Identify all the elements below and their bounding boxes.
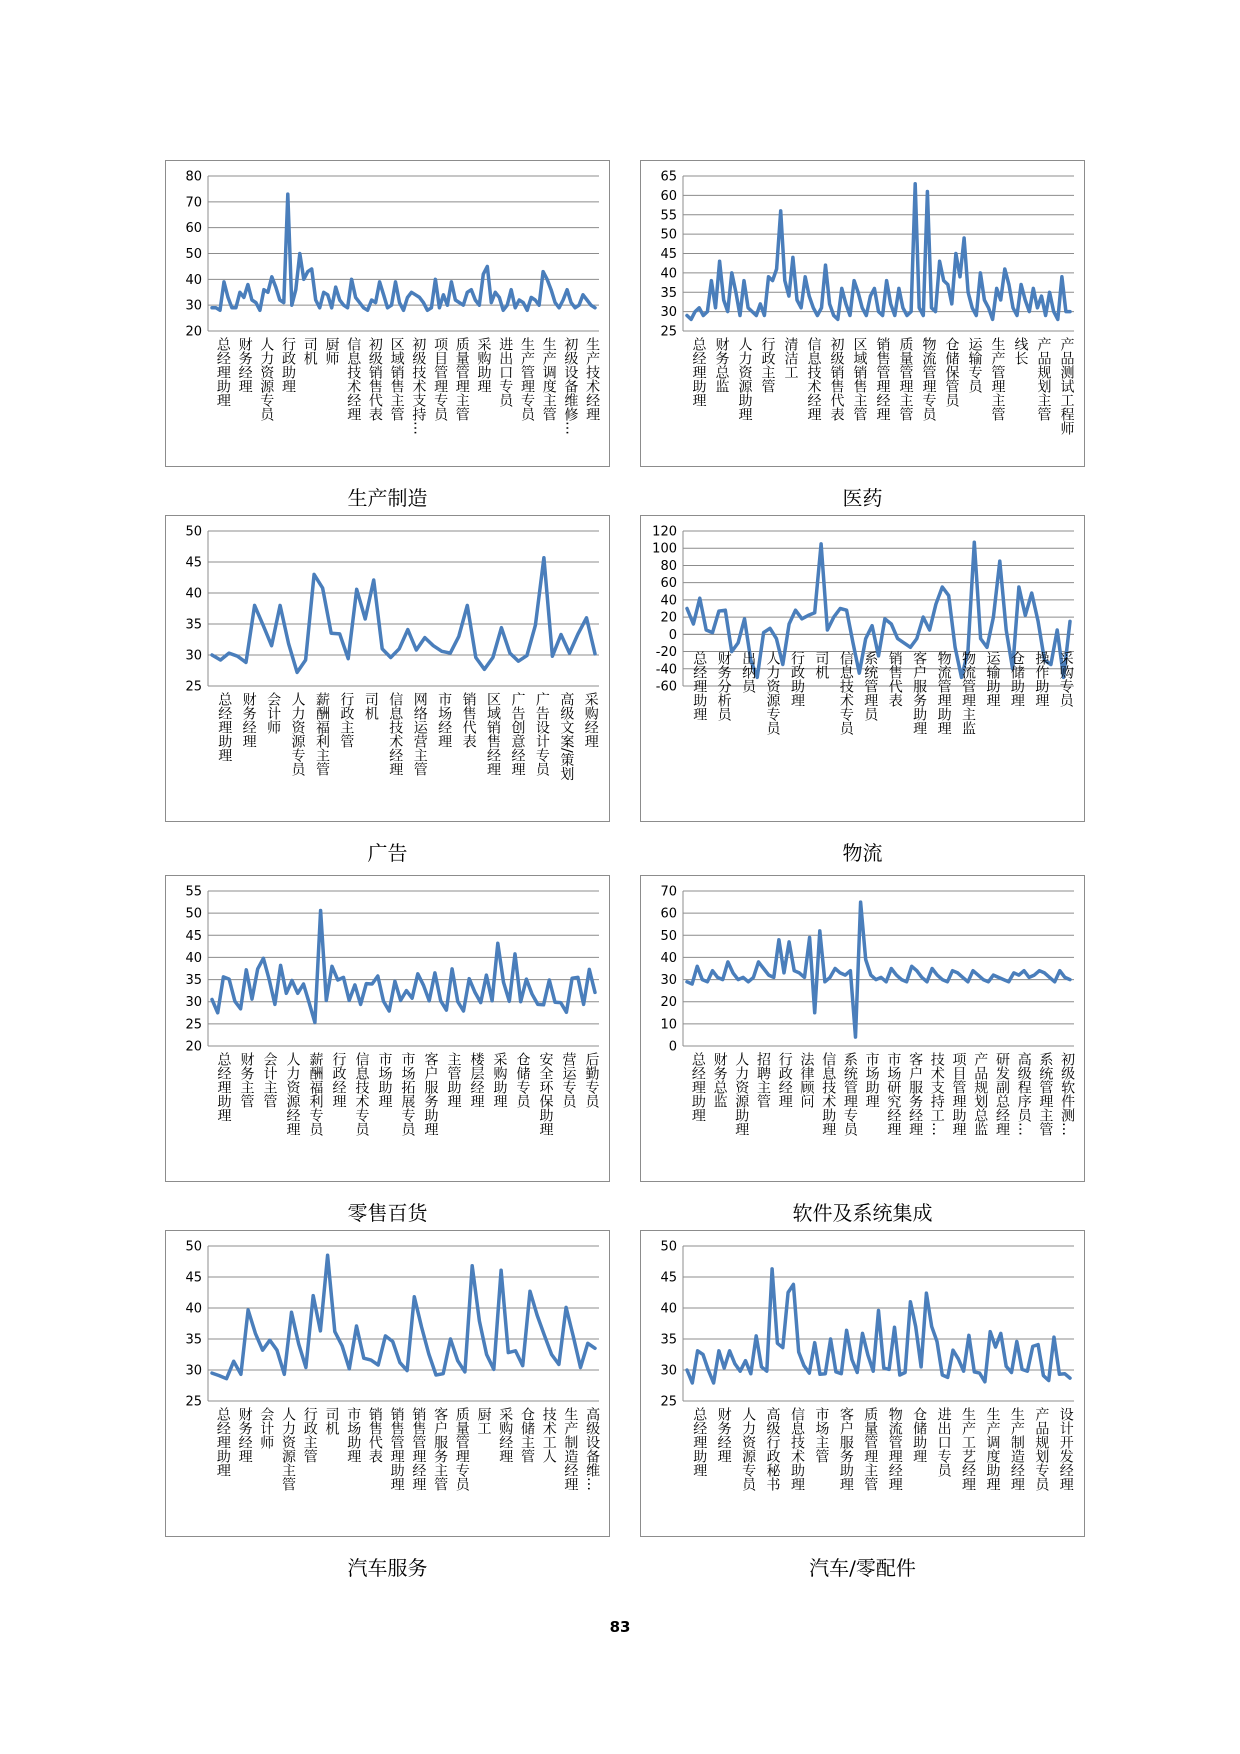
y-tick-label: 55 (660, 208, 677, 224)
y-tick-label: 50 (660, 1239, 677, 1255)
x-category-label: 清洁工 (782, 337, 799, 379)
x-category-label: 法律顾问 (798, 1052, 815, 1108)
x-category-label: 产品测试工程师 (1058, 337, 1075, 435)
x-category-label: 生产制造经理 (562, 1407, 579, 1491)
y-tick-label: 60 (660, 906, 677, 922)
x-category-label: 总经理助理 (690, 337, 707, 407)
x-category-label: 项目管理专员 (432, 337, 449, 421)
x-category-label: 质量管理主管 (897, 337, 914, 421)
x-category-label: 采购经理 (582, 692, 599, 748)
y-tick-label: 20 (660, 995, 677, 1011)
x-category-label: 出纳员 (740, 651, 757, 693)
x-category-label: 安全环保助理 (537, 1052, 554, 1136)
series-line (687, 902, 1070, 1037)
y-tick-label: 100 (652, 541, 677, 557)
x-category-label: 市场研究经理 (885, 1052, 902, 1136)
x-category-label: 设计开发经理 (1057, 1407, 1074, 1491)
x-category-label: 薪酬福利主管 (313, 692, 330, 776)
x-category-label: 司机 (362, 692, 379, 720)
x-category-label: 采购助理 (475, 337, 492, 393)
x-category-label: 运输专员 (966, 337, 983, 393)
y-tick-label: 25 (660, 1394, 677, 1410)
y-tick-label: 40 (185, 950, 202, 966)
x-category-label: 总经理助理 (689, 1052, 706, 1122)
y-tick-label: -40 (655, 662, 677, 678)
x-category-label: 市场经理 (436, 692, 453, 748)
x-category-label: 司机 (301, 337, 318, 365)
y-tick-label: 40 (185, 586, 202, 602)
x-category-label: 总经理助理 (691, 651, 708, 721)
chart-caption: 生产制造 (347, 486, 428, 510)
y-tick-label: 0 (668, 1039, 677, 1055)
x-category-label: 会计师 (265, 692, 282, 734)
line-chart (166, 516, 609, 821)
x-category-label: 初级销售代表 (828, 337, 845, 421)
x-category-label: 运输助理 (984, 651, 1001, 707)
x-category-label: 产品规划主管 (1035, 337, 1052, 421)
line-chart (166, 1231, 609, 1536)
y-tick-label: 30 (185, 1363, 202, 1379)
chart-caption: 软件及系统集成 (792, 1201, 933, 1225)
x-category-label: 质量管理主管 (862, 1407, 879, 1491)
y-tick-label: 45 (185, 555, 202, 571)
x-category-label: 人力资源专员 (258, 337, 275, 421)
x-category-label: 产品规划总监 (972, 1052, 989, 1136)
y-tick-label: 50 (185, 247, 202, 262)
x-category-label: 司机 (813, 651, 830, 679)
x-category-label: 行政主管 (338, 692, 355, 748)
x-category-label: 操作助理 (1033, 651, 1050, 707)
x-category-label: 信息技术助理 (788, 1407, 805, 1491)
y-tick-label: 40 (660, 1301, 677, 1317)
y-tick-label: 70 (660, 884, 677, 900)
y-tick-label: 40 (660, 266, 677, 282)
x-category-label: 销售管理经理 (410, 1407, 427, 1491)
y-tick-label: 25 (660, 324, 677, 340)
x-category-label: 厨师 (323, 337, 340, 365)
x-category-label: 初级技术支持… (410, 337, 427, 435)
x-category-label: 财务总监 (713, 337, 730, 393)
x-category-label: 项目管理助理 (950, 1052, 967, 1136)
y-tick-label: 50 (660, 928, 677, 944)
x-category-label: 信息技术经理 (387, 692, 404, 776)
x-category-label: 物流管理助理 (935, 651, 952, 735)
x-category-label: 进出口专员 (497, 337, 514, 407)
x-category-label: 客户服务经理 (907, 1052, 924, 1136)
chart-frame (165, 515, 610, 822)
y-tick-label: 65 (660, 169, 677, 185)
x-category-label: 信息技术专员 (353, 1052, 370, 1136)
chart-frame (165, 875, 610, 1182)
x-category-label: 行政助理 (788, 651, 805, 707)
x-category-label: 人力资源助理 (736, 337, 753, 421)
x-category-label: 总经理助理 (214, 1407, 231, 1477)
x-category-label: 高级文案/策划 (558, 692, 575, 781)
x-category-label: 人力资源专员 (289, 692, 306, 776)
x-category-label: 仓储助理 (1008, 651, 1025, 707)
y-tick-label: 50 (660, 227, 677, 243)
y-tick-label: 45 (185, 1270, 202, 1286)
x-category-label: 总经理助理 (216, 692, 233, 762)
x-category-label: 客户服务助理 (911, 651, 928, 735)
x-category-label: 会计师 (258, 1407, 275, 1449)
x-category-label: 研发副总经理 (993, 1052, 1010, 1136)
x-category-label: 销售管理助理 (388, 1407, 405, 1491)
x-category-label: 人力资源主管 (280, 1407, 297, 1491)
x-category-label: 销售代表 (886, 651, 903, 707)
y-tick-label: 30 (185, 995, 202, 1011)
x-category-label: 销售代表 (460, 692, 477, 748)
y-tick-label: 20 (660, 610, 677, 626)
x-category-label: 市场助理 (376, 1052, 393, 1108)
line-chart (641, 1231, 1084, 1536)
x-category-label: 人力资源专员 (764, 651, 781, 735)
y-tick-label: 0 (668, 627, 677, 643)
x-category-label: 采购专员 (1057, 651, 1074, 707)
chart-caption: 医药 (842, 486, 883, 510)
x-category-label: 线长 (1012, 337, 1029, 365)
y-tick-label: 30 (660, 973, 677, 989)
x-category-label: 广告创意经理 (509, 692, 526, 776)
y-tick-label: -60 (655, 679, 677, 695)
series-line (212, 911, 595, 1023)
x-category-label: 进出口专员 (935, 1407, 952, 1477)
y-tick-label: 35 (185, 1332, 202, 1348)
y-tick-label: 40 (185, 1301, 202, 1317)
y-tick-label: 25 (185, 1394, 202, 1410)
y-tick-label: 35 (660, 285, 677, 301)
x-category-label: 楼层经理 (468, 1052, 485, 1108)
x-category-label: 高级行政秘书 (764, 1407, 781, 1491)
y-tick-label: 20 (185, 1039, 202, 1055)
x-category-label: 市场助理 (345, 1407, 362, 1463)
x-category-label: 销售管理经理 (874, 337, 891, 421)
line-chart (641, 516, 1084, 821)
chart-frame (640, 160, 1085, 467)
x-category-label: 质量管理专员 (453, 1407, 470, 1491)
line-chart (641, 161, 1084, 466)
x-category-label: 招聘主管 (755, 1052, 772, 1108)
y-tick-label: 55 (185, 884, 202, 900)
x-category-label: 高级设备维… (584, 1407, 601, 1491)
x-category-label: 初级销售代表 (366, 337, 383, 421)
x-category-label: 初级设备维修… (562, 337, 579, 435)
y-tick-label: 40 (660, 950, 677, 966)
series-line (687, 184, 1070, 320)
y-tick-label: 30 (185, 298, 202, 314)
y-tick-label: 35 (185, 617, 202, 633)
y-tick-label: 60 (660, 576, 677, 592)
chart-caption: 汽车/零配件 (809, 1556, 916, 1580)
series-line (687, 1269, 1070, 1383)
x-category-label: 系统管理专员 (841, 1052, 858, 1136)
x-category-label: 总经理助理 (215, 1052, 232, 1122)
x-category-label: 人力资源专员 (740, 1407, 757, 1491)
chart-frame (165, 1230, 610, 1537)
y-tick-label: 50 (185, 524, 202, 540)
chart-caption: 零售百货 (347, 1201, 428, 1225)
x-category-label: 生产工艺经理 (960, 1407, 977, 1491)
x-category-label: 财务主管 (238, 1052, 255, 1108)
x-category-label: 信息技术经理 (805, 337, 822, 421)
y-tick-label: 10 (660, 1017, 677, 1033)
x-category-label: 仓储专员 (514, 1052, 531, 1108)
x-category-label: 主管助理 (445, 1052, 462, 1108)
series-line (212, 194, 595, 310)
x-category-label: 行政助理 (280, 337, 297, 393)
y-tick-label: 60 (185, 221, 202, 237)
x-category-label: 区域销售经理 (485, 692, 502, 776)
chart-frame (165, 160, 610, 467)
x-category-label: 薪酬福利专员 (307, 1052, 324, 1136)
x-category-label: 技术工人 (540, 1407, 557, 1463)
x-category-label: 财务经理 (240, 692, 257, 748)
x-category-label: 仓储保管员 (943, 337, 960, 407)
chart-frame (640, 1230, 1085, 1537)
page-number: 83 (609, 1618, 631, 1636)
x-category-label: 财务总监 (711, 1052, 728, 1108)
y-tick-label: 25 (185, 1017, 202, 1033)
x-category-label: 系统管理主管 (1037, 1052, 1054, 1136)
x-category-label: 仓储助理 (911, 1407, 928, 1463)
x-category-label: 质量管理主管 (453, 337, 470, 421)
y-tick-label: 50 (185, 1239, 202, 1255)
x-category-label: 客户服务助理 (422, 1052, 439, 1136)
y-tick-label: 70 (185, 195, 202, 211)
y-tick-label: 50 (185, 906, 202, 922)
y-tick-label: 30 (660, 1363, 677, 1379)
y-tick-label: 25 (185, 679, 202, 695)
x-category-label: 区域销售主管 (851, 337, 868, 421)
x-category-label: 客户服务主管 (432, 1407, 449, 1491)
x-category-label: 行政主管 (759, 337, 776, 393)
x-category-label: 产品规划专员 (1033, 1407, 1050, 1491)
line-chart (166, 161, 609, 466)
x-category-label: 信息技术经理 (345, 337, 362, 421)
y-tick-label: 45 (185, 928, 202, 944)
chart-caption: 汽车服务 (347, 1556, 428, 1580)
x-category-label: 系统管理员 (862, 651, 879, 721)
line-chart (641, 876, 1084, 1181)
x-category-label: 市场助理 (863, 1052, 880, 1108)
x-category-label: 总经理助理 (691, 1407, 708, 1477)
y-tick-label: 30 (185, 648, 202, 664)
chart-caption: 物流 (842, 841, 883, 865)
x-category-label: 物流管理经理 (886, 1407, 903, 1491)
x-category-label: 广告设计专员 (533, 692, 550, 776)
x-category-label: 生产管理主管 (989, 337, 1006, 421)
y-tick-label: 60 (660, 188, 677, 204)
x-category-label: 物流管理专员 (920, 337, 937, 421)
y-tick-label: 40 (660, 593, 677, 609)
x-category-label: 财务经理 (236, 337, 253, 393)
y-tick-label: 80 (660, 558, 677, 574)
x-category-label: 人力资源助理 (733, 1052, 750, 1136)
x-category-label: 采购经理 (497, 1407, 514, 1463)
x-category-label: 生产调度主管 (540, 337, 557, 421)
x-category-label: 后勤专员 (583, 1052, 600, 1108)
x-category-label: 生产制造经理 (1008, 1407, 1025, 1491)
x-category-label: 营运专员 (560, 1052, 577, 1108)
x-category-label: 初级软件测… (1059, 1052, 1076, 1136)
x-category-label: 区域销售主管 (388, 337, 405, 421)
chart-frame (640, 875, 1085, 1182)
x-category-label: 总经理助理 (214, 337, 231, 407)
x-category-label: 行政主管 (301, 1407, 318, 1463)
y-tick-label: 30 (660, 305, 677, 321)
y-tick-label: 35 (185, 973, 202, 989)
x-category-label: 财务分析员 (715, 651, 732, 721)
y-tick-label: 40 (185, 272, 202, 288)
x-category-label: 仓储主管 (518, 1407, 535, 1463)
x-category-label: 技术支持工… (928, 1052, 945, 1136)
y-tick-label: 80 (185, 169, 202, 185)
x-category-label: 财务经理 (236, 1407, 253, 1463)
x-category-label: 销售代表 (366, 1407, 383, 1463)
x-category-label: 财务经理 (715, 1407, 732, 1463)
y-tick-label: 45 (660, 1270, 677, 1286)
x-category-label: 客户服务助理 (837, 1407, 854, 1491)
x-category-label: 信息技术助理 (820, 1052, 837, 1136)
x-category-label: 司机 (323, 1407, 340, 1435)
x-category-label: 市场拓展专员 (399, 1052, 416, 1136)
x-category-label: 采购助理 (491, 1052, 508, 1108)
y-tick-label: -20 (655, 645, 677, 661)
x-category-label: 信息技术专员 (837, 651, 854, 735)
x-category-label: 网络运营主管 (411, 692, 428, 776)
y-tick-label: 20 (185, 324, 202, 340)
x-category-label: 物流管理主监 (960, 651, 977, 735)
x-category-label: 生产调度助理 (984, 1407, 1001, 1491)
x-category-label: 生产技术经理 (584, 337, 601, 421)
chart-caption: 广告 (367, 841, 408, 865)
y-tick-label: 35 (660, 1332, 677, 1348)
x-category-label: 人力资源经理 (284, 1052, 301, 1136)
x-category-label: 会计主管 (261, 1052, 278, 1108)
chart-frame (640, 515, 1085, 822)
x-category-label: 生产管理专员 (518, 337, 535, 421)
series-line (212, 1255, 595, 1378)
x-category-label: 市场主管 (813, 1407, 830, 1463)
y-tick-label: 45 (660, 247, 677, 262)
x-category-label: 高级程序员… (1015, 1052, 1032, 1136)
x-category-label: 行政经理 (330, 1052, 347, 1108)
x-category-label: 厨工 (475, 1407, 492, 1435)
y-tick-label: 120 (652, 524, 677, 540)
line-chart (166, 876, 609, 1181)
x-category-label: 行政经理 (776, 1052, 793, 1108)
